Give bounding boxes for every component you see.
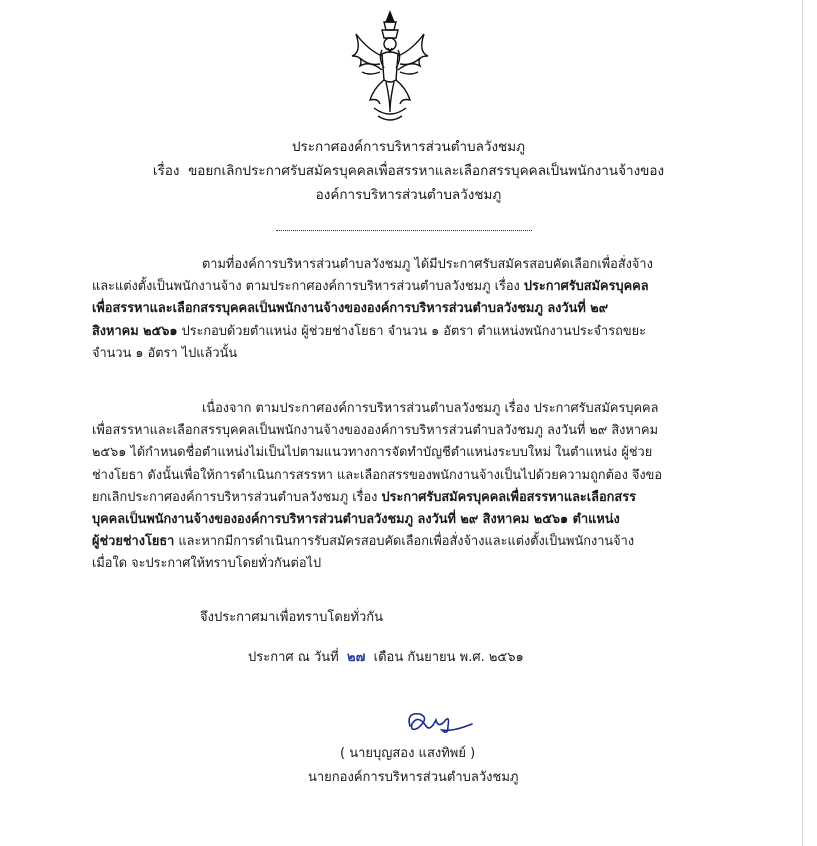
closing-line: จึงประกาศมาเพื่อทราบโดยทั่วกัน: [200, 610, 384, 625]
page-edge: [802, 0, 803, 846]
paragraph-1: [92, 254, 722, 365]
dotted-divider: [276, 230, 532, 231]
para1-line: [92, 276, 722, 298]
para1-line: [92, 298, 722, 320]
para2-line: ช่างโยธา ดังนั้นเพื่อให้การดำเนินการสรรหา และเลือกสรรของพนักงานจ้างเป็นไปด้วยความถูกต้อง จึงขอ: [92, 467, 663, 483]
announcement-date: [248, 648, 524, 668]
para1-line: ตามที่องค์การบริหารส่วนตำบลวังชมภู ได้มีประกาศรับสมัครสอบคัดเลือกเพื่อสั่งจ้าง: [202, 257, 653, 272]
para1-bold-text: เพื่อสรรหาและเลือกสรรบุคคลเป็นพนักงานจ้างขององค์การบริหารส่วนตำบลวังชมภู ลงวันที่ ๒๙: [92, 301, 609, 317]
para2-bold-text: ประกาศรับสมัครบุคคลเพื่อสรรหาและเลือกสรร: [381, 489, 636, 505]
para1-bold-text: ประกาศรับสมัครบุคคล: [523, 279, 649, 295]
date-rest: เดือน กันยายน พ.ศ. ๒๕๖๑: [373, 650, 524, 665]
para1-text: ประกอบด้วยตำแหน่ง ผู้ช่วยช่างโยธา จำนวน ๑ อัตรา ตำแหน่งพนักงานประจำรถขยะ: [177, 323, 646, 339]
subject-text-1: ขอยกเลิกประกาศรับสมัครบุคคลเพื่อสรรหาและเลือกสรรบุคคลเป็นพนักงานจ้างของ: [188, 163, 665, 179]
para2-line: [92, 531, 722, 553]
para2-bold-text: บุคคลเป็นพนักงานจ้างขององค์การบริหารส่วนตำบลวังชมภู ลงวันที่ ๒๙ สิงหาคม ๒๕๖๑ ตำแหน่ง: [92, 512, 620, 528]
para2-line: [92, 509, 722, 531]
para1-line: จำนวน ๑ อัตรา ไปแล้วนั้น: [92, 345, 238, 361]
date-day: ๒๗: [347, 650, 366, 665]
date-prefix: ประกาศ ณ วันที่: [248, 650, 339, 665]
para2-line: เมื่อใด จะประกาศให้ทราบโดยทั่วกันต่อไป: [92, 556, 322, 572]
para2-line: เพื่อสรรหาและเลือกสรรบุคคลเป็นพนักงานจ้างขององค์การบริหารส่วนตำบลวังชมภู ลงวันที่ ๒๙ สิงหาคม: [92, 423, 659, 439]
para2-text: ยกเลิกประกาศองค์การบริหารส่วนตำบลวังชมภู เรื่อง: [92, 489, 382, 505]
signatory-position: นายกองค์การบริหารส่วนตำบลวังชมภู: [308, 770, 519, 785]
para1-bold-text: สิงหาคม ๒๕๖๑: [92, 323, 178, 339]
para1-text: และแต่งตั้งเป็นพนักงานจ้าง ตามประกาศองค์การบริหารส่วนตำบลวังชมภู เรื่อง: [92, 279, 524, 295]
subject-line-1: [0, 160, 817, 182]
subject-prefix: เรื่อง: [152, 163, 180, 179]
para1-line: [92, 321, 722, 343]
para2-text: และหากมีการดำเนินการรับสมัครสอบคัดเลือกเพื่อสั่งจ้างและแต่งตั้งเป็นพนักงานจ้าง: [174, 534, 635, 550]
subject-line-2: องค์การบริหารส่วนตำบลวังชมภู: [315, 187, 502, 203]
signatory-name: ( นายบุญสอง แสงทิพย์ ): [340, 746, 476, 761]
handwritten-signature: [400, 706, 490, 742]
para2-line: [92, 487, 722, 509]
announcement-title: ประกาศองค์การบริหารส่วนตำบลวังชมภู: [291, 139, 526, 155]
garuda-emblem-icon: [344, 8, 436, 126]
paragraph-2: [92, 398, 722, 576]
para2-line: ๒๕๖๑ ได้กำหนดชื่อตำแหน่งไม่เป็นไปตามแนวทางการจัดทำบัญชีตำแหน่งระบบใหม่ ในตำแหน่ง ผู้ช่วย: [92, 445, 653, 461]
para2-line: เนื่องจาก ตามประกาศองค์การบริหารส่วนตำบลวังชมภู เรื่อง ประกาศรับสมัครบุคคล: [202, 401, 659, 416]
para2-bold-text: ผู้ช่วยช่างโยธา: [92, 534, 175, 550]
